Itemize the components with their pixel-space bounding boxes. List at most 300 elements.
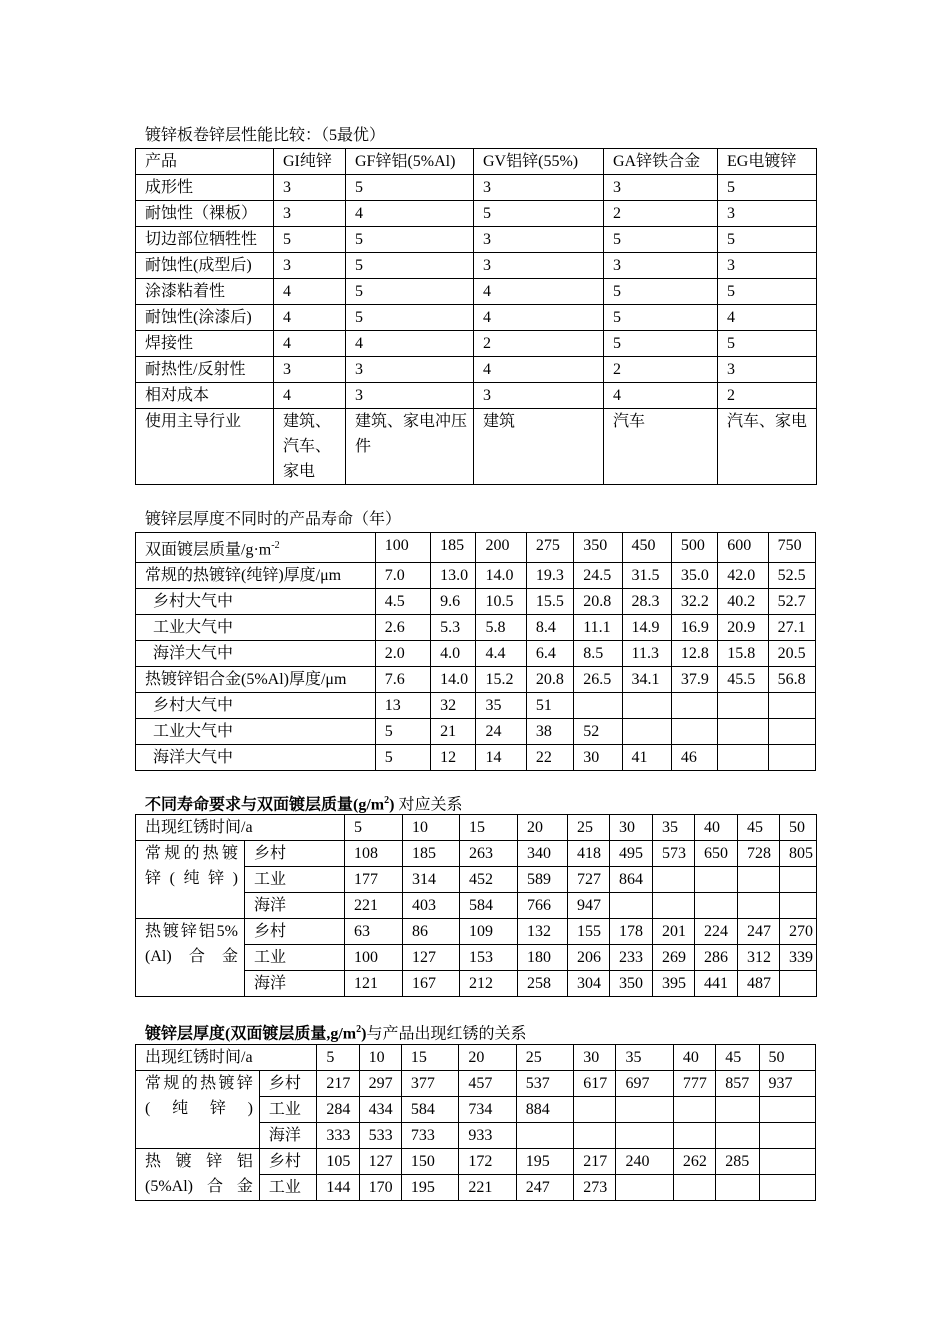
table-cell: 584	[401, 1097, 458, 1123]
table-cell: 395	[653, 971, 695, 997]
table-cell: 155	[568, 919, 610, 945]
table-cell: 51	[526, 693, 573, 719]
table3-caption: 不同寿命要求与双面镀层质量$(g/m^2)$ 对应关系	[145, 795, 463, 814]
table-cell: 304	[568, 971, 610, 997]
table-cell: 650	[695, 841, 738, 867]
table-cell: 937	[759, 1071, 815, 1097]
column-header: 15	[460, 815, 518, 841]
column-header: 600	[718, 533, 768, 563]
table-cell: 4	[718, 305, 817, 331]
table-cell: 286	[695, 945, 738, 971]
table-cell: 27.1	[768, 615, 815, 641]
table-cell: 13	[375, 693, 430, 719]
table-cell: 34.1	[622, 667, 671, 693]
table-cell: 221	[459, 1175, 516, 1201]
table-cell	[780, 971, 817, 997]
row-label: 相对成本	[136, 383, 274, 409]
table-cell	[738, 867, 780, 893]
table-cell: 12	[431, 745, 476, 771]
column-header: 50	[759, 1045, 815, 1071]
table-cell: 5	[346, 253, 474, 279]
table-cell	[759, 1175, 815, 1201]
table-cell: 5	[346, 279, 474, 305]
table-cell	[574, 1123, 616, 1149]
row-label: 工业	[245, 867, 345, 893]
row-label: 海洋	[245, 893, 345, 919]
table-cell	[718, 719, 768, 745]
table-cell: 7.0	[375, 563, 430, 589]
table-cell: 11.1	[574, 615, 622, 641]
table-cell: 4	[474, 305, 604, 331]
row-label: 耐蚀性(涂漆后)	[136, 305, 274, 331]
table-cell: 805	[780, 841, 817, 867]
table-cell	[716, 1175, 759, 1201]
column-header: 35	[653, 815, 695, 841]
table-cell: 37.9	[671, 667, 717, 693]
table-cell: 9.6	[431, 589, 476, 615]
table-row	[136, 1149, 816, 1175]
column-header: 40	[673, 1045, 715, 1071]
table-cell: 14.0	[431, 667, 476, 693]
table-cell: 418	[568, 841, 610, 867]
row-label: 耐蚀性（裸板）	[136, 201, 274, 227]
row-label: 成形性	[136, 175, 274, 201]
table-cell: 127	[359, 1149, 401, 1175]
table-cell: 22	[526, 745, 573, 771]
column-header: 20	[459, 1045, 516, 1071]
table-cell: 20.5	[768, 641, 815, 667]
group-label: 热镀锌铝5%(Al)合金	[136, 919, 245, 997]
column-header: 450	[622, 533, 671, 563]
table-cell: 170	[359, 1175, 401, 1201]
row-header-label: 出现红锈时间/a	[136, 1045, 317, 1071]
table-cell	[718, 745, 768, 771]
row-label: 工业	[259, 1097, 316, 1123]
table-cell: 建筑、汽车、家电	[274, 409, 346, 485]
table-cell: 185	[403, 841, 460, 867]
table-row	[136, 253, 817, 279]
table-cell: 26.5	[574, 667, 622, 693]
table-cell: 312	[738, 945, 780, 971]
header-label-text: 双面镀层质量/g·m	[145, 541, 272, 559]
table-cell	[622, 693, 671, 719]
table-cell: 2	[604, 357, 718, 383]
table-cell: 52.7	[768, 589, 815, 615]
row-label: 切边部位牺牲性	[136, 227, 274, 253]
table-cell: 589	[518, 867, 568, 893]
table-cell: 19.3	[526, 563, 573, 589]
column-header: GI纯锌	[274, 149, 346, 175]
table-cell: 3	[718, 357, 817, 383]
table-cell: 3	[604, 175, 718, 201]
table-cell: 4.4	[476, 641, 526, 667]
table-cell: 4	[274, 331, 346, 357]
table-cell: 180	[518, 945, 568, 971]
table-cell: 5	[346, 175, 474, 201]
table-cell: 333	[317, 1123, 359, 1149]
row-label: 海洋	[245, 971, 345, 997]
table-cell: 20.9	[718, 615, 768, 641]
table-cell	[616, 1123, 673, 1149]
table-cell	[718, 693, 768, 719]
table-cell	[574, 693, 622, 719]
table-row	[136, 1071, 816, 1097]
table-cell	[574, 1097, 616, 1123]
row-label: 焊接性	[136, 331, 274, 357]
table-cell: 206	[568, 945, 610, 971]
column-header: 200	[476, 533, 526, 563]
table-cell	[695, 893, 738, 919]
table-cell: 3	[474, 253, 604, 279]
row-header-label: 出现红锈时间/a	[136, 815, 345, 841]
table-cell: 35	[476, 693, 526, 719]
table-cell: 汽车、家电	[718, 409, 817, 485]
table-cell	[738, 893, 780, 919]
table-cell	[716, 1097, 759, 1123]
table-cell: 340	[518, 841, 568, 867]
table-cell: 339	[780, 945, 817, 971]
table-cell: 109	[460, 919, 518, 945]
table-cell: 5	[718, 331, 817, 357]
column-header: 5	[345, 815, 403, 841]
table-row	[136, 693, 816, 719]
table-cell	[653, 867, 695, 893]
table2-caption: 镀锌层厚度不同时的产品寿命（年）	[145, 511, 402, 528]
table-cell: 377	[401, 1071, 458, 1097]
row-label: 乡村	[245, 841, 345, 867]
table-cell: 5	[346, 227, 474, 253]
table-cell: 2.0	[375, 641, 430, 667]
table-cell: 403	[403, 893, 460, 919]
table-cell: 32	[431, 693, 476, 719]
table-cell: 121	[345, 971, 403, 997]
table-row	[136, 201, 817, 227]
row-label: 海洋	[259, 1123, 316, 1149]
table-cell: 777	[673, 1071, 715, 1097]
column-header: 185	[431, 533, 476, 563]
table-cell: 2.6	[375, 615, 430, 641]
table-cell: 195	[516, 1149, 573, 1175]
table-cell: 5.3	[431, 615, 476, 641]
table-cell	[671, 693, 717, 719]
table-row	[136, 383, 817, 409]
table-cell: 947	[568, 893, 610, 919]
table-cell: 4	[274, 279, 346, 305]
column-header: 50	[780, 815, 817, 841]
table-cell: 533	[359, 1123, 401, 1149]
coating-performance-table	[135, 148, 817, 485]
table-row	[136, 615, 816, 641]
column-header: 100	[375, 533, 430, 563]
table-cell: 3	[346, 357, 474, 383]
row-label: 工业	[245, 945, 345, 971]
table-cell: 63	[345, 919, 403, 945]
table-cell	[653, 893, 695, 919]
table1-caption: 镀锌板卷锌层性能比较：（5最优）	[145, 127, 386, 144]
table-cell	[616, 1175, 673, 1201]
table-cell: 269	[653, 945, 695, 971]
table-cell: 3	[274, 253, 346, 279]
table-cell: 247	[516, 1175, 573, 1201]
table-cell: 270	[780, 919, 817, 945]
table-row	[136, 841, 817, 867]
column-header: 45	[716, 1045, 759, 1071]
table-cell: 45.5	[718, 667, 768, 693]
table-cell: 734	[459, 1097, 516, 1123]
header-label-sup: -2	[271, 540, 280, 551]
table-cell	[673, 1123, 715, 1149]
table-row	[136, 641, 816, 667]
table-cell: 3	[474, 175, 604, 201]
column-header: 15	[401, 1045, 458, 1071]
table-cell: 212	[460, 971, 518, 997]
table-cell: 5	[718, 227, 817, 253]
table-cell	[780, 893, 817, 919]
column-header: GF锌铝(5%Al)	[346, 149, 474, 175]
table-cell: 5	[375, 719, 430, 745]
table-cell: 617	[574, 1071, 616, 1097]
table-cell: 3	[274, 175, 346, 201]
table-cell	[516, 1123, 573, 1149]
table-cell: 573	[653, 841, 695, 867]
table-cell: 100	[345, 945, 403, 971]
table-header-row	[136, 1045, 816, 1071]
table-cell: 537	[516, 1071, 573, 1097]
table-cell: 5	[274, 227, 346, 253]
table-cell: 35.0	[671, 563, 717, 589]
table-cell: 15.8	[718, 641, 768, 667]
table-row	[136, 305, 817, 331]
table-cell: 14.9	[622, 615, 671, 641]
table-cell	[673, 1175, 715, 1201]
table-cell: 3	[274, 201, 346, 227]
table-cell: 240	[616, 1149, 673, 1175]
table-cell: 13.0	[431, 563, 476, 589]
table-cell: 258	[518, 971, 568, 997]
column-header: 500	[671, 533, 717, 563]
row-label: 海洋大气中	[136, 745, 376, 771]
table-row	[136, 589, 816, 615]
table-cell: 221	[345, 893, 403, 919]
table-cell: 4	[474, 279, 604, 305]
table-cell: 6.4	[526, 641, 573, 667]
table-cell: 350	[610, 971, 653, 997]
table-cell: 262	[673, 1149, 715, 1175]
table-cell: 4	[274, 383, 346, 409]
table-cell: 285	[716, 1149, 759, 1175]
table-cell: 5	[604, 305, 718, 331]
row-label: 使用主导行业	[136, 409, 274, 485]
table-cell: 3	[346, 383, 474, 409]
table-cell: 40.2	[718, 589, 768, 615]
column-header: 35	[616, 1045, 673, 1071]
table-row	[136, 331, 817, 357]
table-cell	[622, 719, 671, 745]
table-row	[136, 279, 817, 305]
row-label: 乡村	[259, 1149, 316, 1175]
table-cell: 727	[568, 867, 610, 893]
table-cell: 建筑	[474, 409, 604, 485]
table-cell: 2	[474, 331, 604, 357]
table-row	[136, 919, 817, 945]
table-cell: 434	[359, 1097, 401, 1123]
table-cell: 14.0	[476, 563, 526, 589]
table-row	[136, 667, 816, 693]
table-cell: 263	[460, 841, 518, 867]
column-header: 45	[738, 815, 780, 841]
table-cell: 4	[604, 383, 718, 409]
column-header: GV铝锌(55%)	[474, 149, 604, 175]
column-header: 275	[526, 533, 573, 563]
table-cell: 4	[346, 331, 474, 357]
table-cell: 273	[574, 1175, 616, 1201]
red-rust-coating-mass-table	[135, 814, 817, 997]
table-cell: 105	[317, 1149, 359, 1175]
coating-life-table	[135, 532, 816, 771]
table-cell: 3	[274, 357, 346, 383]
table-header-row	[136, 815, 817, 841]
table-cell: 28.3	[622, 589, 671, 615]
table-cell: 11.3	[622, 641, 671, 667]
table-cell: 584	[460, 893, 518, 919]
row-label: 乡村	[259, 1071, 316, 1097]
table-cell	[780, 867, 817, 893]
table-cell: 127	[403, 945, 460, 971]
table-cell: 46	[671, 745, 717, 771]
table-cell	[759, 1097, 815, 1123]
table-row	[136, 745, 816, 771]
table-cell: 167	[403, 971, 460, 997]
table-cell: 14	[476, 745, 526, 771]
table-cell: 86	[403, 919, 460, 945]
table-cell: 5.8	[476, 615, 526, 641]
column-header: 350	[574, 533, 622, 563]
row-label: 耐热性/反射性	[136, 357, 274, 383]
table-cell: 5	[604, 227, 718, 253]
table-cell	[716, 1123, 759, 1149]
table-cell: 4	[274, 305, 346, 331]
table-row	[136, 719, 816, 745]
table-cell: 150	[401, 1149, 458, 1175]
table-cell: 5	[604, 331, 718, 357]
row-label: 常规的热镀锌(纯锌)厚度/μm	[136, 563, 376, 589]
group-label: 热镀锌铝(5%Al)合金	[136, 1149, 260, 1201]
group-label: 常规的热镀锌(纯锌)	[136, 1071, 260, 1149]
table-cell: 697	[616, 1071, 673, 1097]
row-label: 工业大气中	[136, 615, 376, 641]
column-header: EG电镀锌	[718, 149, 817, 175]
table-cell: 41	[622, 745, 671, 771]
table-cell: 56.8	[768, 667, 815, 693]
table-cell: 5	[474, 201, 604, 227]
table-row	[136, 227, 817, 253]
column-header: 25	[516, 1045, 573, 1071]
table-cell: 297	[359, 1071, 401, 1097]
table-cell	[759, 1149, 815, 1175]
table-cell: 132	[518, 919, 568, 945]
table-cell: 108	[345, 841, 403, 867]
column-header: 产品	[136, 149, 274, 175]
table-cell: 177	[345, 867, 403, 893]
table-row	[136, 563, 816, 589]
table-cell: 5	[375, 745, 430, 771]
table-cell: 3	[474, 383, 604, 409]
column-header: 30	[574, 1045, 616, 1071]
table-cell: 8.5	[574, 641, 622, 667]
table-cell: 3	[718, 253, 817, 279]
table-cell: 5	[718, 279, 817, 305]
row-label: 乡村	[245, 919, 345, 945]
row-label: 乡村大气中	[136, 693, 376, 719]
table-cell	[759, 1123, 815, 1149]
table-cell: 3	[474, 227, 604, 253]
table-cell: 24	[476, 719, 526, 745]
table-cell: 汽车	[604, 409, 718, 485]
group-label: 常规的热镀锌(纯锌)	[136, 841, 245, 919]
row-label: 乡村大气中	[136, 589, 376, 615]
table-cell: 144	[317, 1175, 359, 1201]
table-cell: 10.5	[476, 589, 526, 615]
table-cell: 5	[718, 175, 817, 201]
table-header-row	[136, 533, 816, 563]
table-cell: 884	[516, 1097, 573, 1123]
table-cell: 31.5	[622, 563, 671, 589]
table-cell: 933	[459, 1123, 516, 1149]
table-cell: 5	[346, 305, 474, 331]
table-cell: 4	[474, 357, 604, 383]
column-header: 20	[518, 815, 568, 841]
table-cell: 20.8	[574, 589, 622, 615]
column-header: 10	[359, 1045, 401, 1071]
table-cell: 495	[610, 841, 653, 867]
table-cell: 16.9	[671, 615, 717, 641]
table-cell	[673, 1097, 715, 1123]
column-header: 10	[403, 815, 460, 841]
table-cell	[768, 719, 815, 745]
row-label: 热镀锌铝合金(5%Al)厚度/μm	[136, 667, 376, 693]
table-row	[136, 409, 817, 485]
table-cell: 4.0	[431, 641, 476, 667]
table-cell: 4	[346, 201, 474, 227]
table-cell: 728	[738, 841, 780, 867]
row-label: 工业大气中	[136, 719, 376, 745]
table-cell: 217	[574, 1149, 616, 1175]
column-header: 750	[768, 533, 815, 563]
table-cell: 5	[604, 279, 718, 305]
table-row	[136, 357, 817, 383]
table-cell: 3	[718, 201, 817, 227]
table-cell: 172	[459, 1149, 516, 1175]
table-cell	[695, 867, 738, 893]
table-cell: 2	[604, 201, 718, 227]
table-cell: 224	[695, 919, 738, 945]
table-cell: 217	[317, 1071, 359, 1097]
table-cell	[610, 893, 653, 919]
table-cell: 32.2	[671, 589, 717, 615]
table-cell: 42.0	[718, 563, 768, 589]
table-cell: 38	[526, 719, 573, 745]
table-cell: 233	[610, 945, 653, 971]
table-cell: 15.5	[526, 589, 573, 615]
table-cell: 4.5	[375, 589, 430, 615]
table-cell: 24.5	[574, 563, 622, 589]
table-cell: 21	[431, 719, 476, 745]
table-cell: 12.8	[671, 641, 717, 667]
table-cell: 284	[317, 1097, 359, 1123]
table-cell: 452	[460, 867, 518, 893]
table-cell	[768, 745, 815, 771]
column-header: 30	[610, 815, 653, 841]
